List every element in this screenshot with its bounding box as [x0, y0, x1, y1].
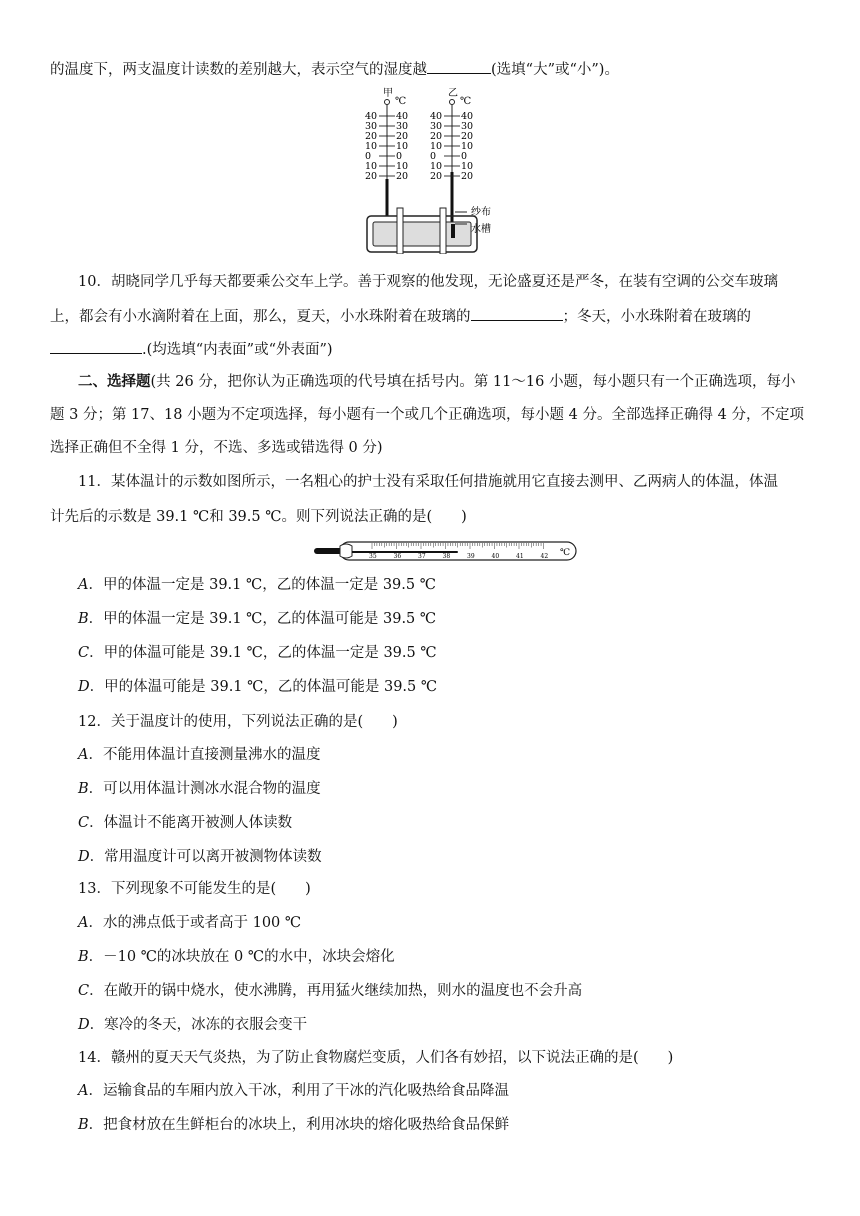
scale-label-right: 20 [396, 131, 409, 142]
label-gauze: 纱布 [471, 207, 491, 218]
option-letter: B [78, 611, 89, 627]
section-instructions: (共 26 分，把你认为正确选项的代号填在括号内。第 11～16 小题，每小题只有一个正确选项，每小 [150, 374, 796, 390]
scale-label-left: 20 [365, 171, 378, 182]
option-letter: C [78, 815, 90, 831]
q10-text-b: ；冬天，小水珠附着在玻璃的 [562, 309, 751, 325]
clinical-thermometer-figure [312, 538, 578, 564]
q14-stem: 14．赣州的夏天天气炎热，为了防止食物腐烂变质，人们各有妙招，以下说法正确的是( ) [78, 1050, 674, 1066]
option-text: ．水的沸点低于或者高于 100 ℃ [88, 915, 302, 931]
scale-label: 40 [491, 553, 500, 560]
scale-label: 36 [393, 553, 402, 560]
section2-line1 [78, 372, 812, 392]
scale-label: 39 [467, 553, 475, 560]
scale-label: 35 [369, 553, 377, 560]
scale-label-left: 0 [430, 151, 437, 162]
option-text: ．甲的体温可能是 39.1 ℃，乙的体温可能是 39.5 ℃ [89, 679, 438, 695]
option-letter: C [78, 983, 90, 999]
label-jia: 甲 [383, 88, 393, 99]
option-a[interactable] [78, 913, 812, 933]
scale-label-right: 20 [461, 131, 474, 142]
q9-tail-line [50, 58, 812, 80]
scale-label-right: 0 [396, 151, 403, 162]
option-a[interactable] [78, 1081, 812, 1101]
scale-label-left: 10 [430, 161, 443, 172]
scale-label-left: 40 [365, 111, 378, 122]
scale-label-left: 10 [365, 161, 378, 172]
scale-label-right: 30 [396, 121, 409, 132]
option-text: ．甲的体温一定是 39.1 ℃，乙的体温一定是 39.5 ℃ [88, 577, 436, 593]
scale-label-right: 20 [396, 171, 409, 182]
option-d[interactable] [78, 847, 812, 867]
scale-label-left: 30 [430, 121, 443, 132]
q10-text-c: .(均选填“内表面”或“外表面”) [142, 342, 333, 358]
q11-line1: 11．某体温计的示数如图所示，一名粗心的护士没有采取任何措施就用它直接去测甲、乙两病人的体温，体温 [78, 474, 778, 490]
option-letter: B [78, 781, 89, 797]
q13-stem: 13．下列现象不可能发生的是( ) [78, 881, 311, 897]
thermometer-unit: ℃ [560, 548, 571, 558]
q11-line2: 计先后的示数是 39.1 ℃和 39.5 ℃。则下列说法正确的是( ) [50, 509, 467, 525]
option-c[interactable] [78, 981, 812, 1001]
option-letter: D [78, 1017, 90, 1033]
scale-label-left: 40 [430, 111, 443, 122]
option-b[interactable] [78, 779, 812, 799]
scale-label: 42 [540, 553, 549, 560]
option-letter: B [78, 949, 89, 965]
unit-yi: ℃ [460, 96, 472, 107]
label-yi: 乙 [448, 88, 458, 99]
unit-jia: ℃ [395, 96, 407, 107]
option-b[interactable] [78, 947, 812, 967]
scale-label-right: 10 [396, 141, 409, 152]
option-text: ．可以用体温计测冰水混合物的温度 [88, 781, 321, 797]
section-heading: 二、选择题 [78, 373, 151, 390]
scale-label-left: 10 [430, 141, 443, 152]
hygrometer-figure [355, 84, 505, 254]
option-a[interactable] [78, 745, 812, 765]
q10-line2 [50, 305, 812, 327]
scale-label-right: 30 [461, 121, 474, 132]
section2-line3: 选择正确但不全得 1 分，不选、多选或错选得 0 分) [50, 440, 383, 456]
option-c[interactable] [78, 813, 812, 833]
option-text: ．运输食品的车厢内放入干冰，利用了干冰的汽化吸热给食品降温 [88, 1083, 509, 1099]
option-text: ．不能用体温计直接测量沸水的温度 [88, 747, 321, 763]
section2-line2: 题 3 分；第 17、18 小题为不定项选择，每小题有一个或几个正确选项，每小题 4 分。全部选择正确得 4 分，不定项 [50, 407, 804, 423]
option-text: ．寒冷的冬天，冰冻的衣服会变干 [89, 1017, 308, 1033]
option-text: ．体温计不能离开被测人体读数 [89, 815, 293, 831]
scale-label-left: 30 [365, 121, 378, 132]
option-letter: A [78, 747, 89, 763]
q10-line3 [50, 338, 812, 360]
scale-label: 38 [442, 553, 451, 560]
q12-stem: 12．关于温度计的使用，下列说法正确的是( ) [78, 714, 398, 730]
scale-label-right: 10 [396, 161, 409, 172]
option-c[interactable] [78, 643, 812, 663]
answer-blank-summer[interactable] [471, 305, 563, 321]
scale-label-left: 10 [365, 141, 378, 152]
option-letter: D [78, 849, 90, 865]
option-letter: A [78, 577, 89, 593]
option-d[interactable] [78, 677, 812, 697]
answer-blank[interactable] [427, 58, 491, 74]
option-d[interactable] [78, 1015, 812, 1035]
q9-text: 的温度下，两支温度计读数的差别越大，表示空气的湿度越 [50, 62, 427, 78]
q9-text-end: (选填“大”或“小”)。 [491, 62, 619, 78]
scale-label-left: 20 [365, 131, 378, 142]
scale-label-right: 10 [461, 141, 474, 152]
option-text: ．常用温度计可以离开被测物体读数 [89, 849, 322, 865]
option-b[interactable] [78, 1115, 812, 1135]
scale-label-left: 20 [430, 171, 443, 182]
scale-label-right: 0 [461, 151, 468, 162]
option-text: ．甲的体温一定是 39.1 ℃，乙的体温可能是 39.5 ℃ [88, 611, 437, 627]
scale-label-right: 40 [461, 111, 474, 122]
label-tank: 水槽 [471, 224, 491, 235]
scale-label-right: 20 [461, 171, 474, 182]
answer-blank-winter[interactable] [50, 338, 142, 354]
scale-label-right: 40 [396, 111, 409, 122]
q10-line1: 10．胡晓同学几乎每天都要乘公交车上学。善于观察的他发现，无论盛夏还是严冬，在装有空调的公交车玻璃 [78, 274, 778, 290]
option-b[interactable] [78, 609, 812, 629]
scale-label-right: 10 [461, 161, 474, 172]
option-letter: B [78, 1117, 89, 1133]
option-text: ．把食材放在生鲜柜台的冰块上，利用冰块的熔化吸热给食品保鲜 [88, 1117, 510, 1133]
scale-label-left: 0 [365, 151, 372, 162]
option-letter: A [78, 1083, 89, 1099]
option-letter: C [78, 645, 90, 661]
option-a[interactable] [78, 575, 812, 595]
scale-label: 37 [418, 553, 426, 560]
option-text: ．甲的体温可能是 39.1 ℃，乙的体温一定是 39.5 ℃ [89, 645, 437, 661]
q10-text-a: 上，都会有小水滴附着在上面，那么，夏天，小水珠附着在玻璃的 [50, 309, 471, 325]
option-text: ．－10 ℃的冰块放在 0 ℃的水中，冰块会熔化 [88, 949, 395, 965]
option-text: ．在敞开的锅中烧水，使水沸腾，再用猛火继续加热，则水的温度也不会升高 [89, 983, 583, 999]
option-letter: D [78, 679, 90, 695]
option-letter: A [78, 915, 89, 931]
scale-label-left: 20 [430, 131, 443, 142]
scale-label: 41 [516, 553, 524, 560]
